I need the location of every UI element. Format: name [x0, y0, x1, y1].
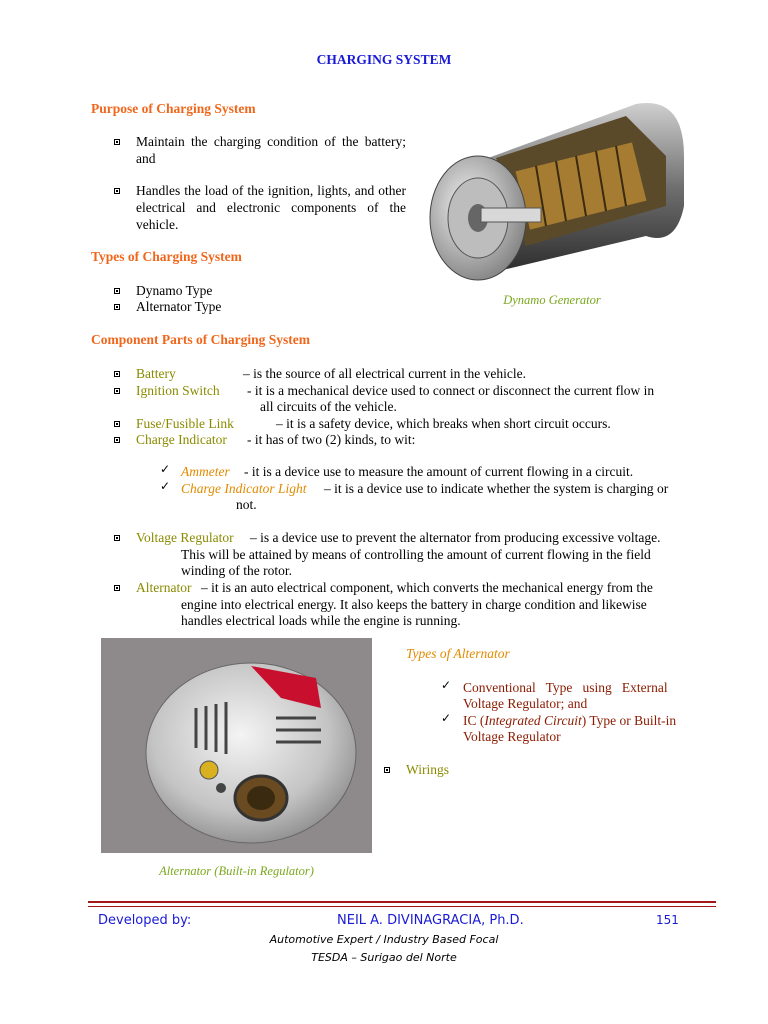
- check-icon: ✓: [160, 462, 171, 476]
- bullet-icon: [114, 388, 120, 394]
- bullet-icon: [114, 288, 120, 294]
- alt-type-2-line1: [463, 712, 676, 729]
- alternator-desc-1: – it is an auto electrical component, which converts the mechanical energy from the: [201, 580, 653, 595]
- ignition-desc-1: - it is a mechanical device used to connect or disconnect the current flow in: [247, 383, 655, 398]
- footer-rule-bottom: [88, 906, 716, 907]
- purpose-item-2: Handles the load of the ignition, lights, and other electrical and electronic components of the vehicle.: [136, 183, 406, 232]
- bullet-icon: [114, 139, 120, 145]
- alt-type-2-pre: IC (: [463, 713, 485, 728]
- charge-indicator-desc: - it has of two (2) kinds, to wit:: [247, 432, 416, 447]
- regulator-term: Voltage Regulator: [136, 530, 234, 545]
- bullet-icon: [114, 585, 120, 591]
- page-number: 151: [656, 913, 679, 927]
- charge-light-desc-2: not.: [236, 497, 257, 512]
- charge-light-desc-1: – it is a device use to indicate whether the system is charging or: [324, 481, 669, 496]
- bullet-icon: [114, 304, 120, 310]
- bullet-icon: [114, 421, 120, 427]
- page-title: CHARGING SYSTEM: [316, 52, 452, 67]
- bullet-icon: [384, 767, 390, 773]
- charge-light-term: Charge Indicator Light: [181, 481, 307, 496]
- fuse-term: Fuse/Fusible Link: [136, 416, 234, 431]
- ammeter-term: Ammeter: [181, 464, 230, 479]
- types-item-dynamo: Dynamo Type: [136, 283, 213, 298]
- bullet-icon: [114, 535, 120, 541]
- battery-term: Battery: [136, 366, 176, 381]
- bullet-icon: [114, 371, 120, 377]
- regulator-desc-1: – is a device use to prevent the alternator from producing excessive voltage.: [250, 530, 661, 545]
- dynamo-caption: Dynamo Generator: [503, 293, 601, 307]
- alt-type-2-italic: Integrated Circuit: [484, 713, 582, 728]
- footer-author: NEIL A. DIVINAGRACIA, Ph.D.: [337, 913, 524, 928]
- alt-type-1-line1: Conventional Type using External: [463, 680, 668, 695]
- alternator-desc-2: engine into electrical energy. It also keeps the battery in charge condition and likewise: [181, 597, 647, 612]
- footer-line-2: TESDA – Surigao del Norte: [311, 951, 457, 964]
- alternator-caption: Alternator (Built-in Regulator): [159, 864, 314, 878]
- types-heading: Types of Charging System: [91, 249, 242, 264]
- types-item-alternator: Alternator Type: [136, 299, 222, 314]
- purpose-item-1: Maintain the charging condition of the battery; and: [136, 134, 406, 166]
- regulator-desc-3: winding of the rotor.: [181, 563, 292, 578]
- footer-line-1: Automotive Expert / Industry Based Focal: [269, 933, 499, 946]
- alt-type-1-line2: Voltage Regulator; and: [463, 696, 588, 711]
- alt-types-heading: Types of Alternator: [406, 646, 510, 661]
- alternator-image: [101, 638, 372, 853]
- alt-type-2-line2: Voltage Regulator: [463, 729, 561, 744]
- dynamo-generator-image: [426, 96, 688, 284]
- alt-type-2-post: ) Type or Built-in: [581, 713, 677, 728]
- check-icon: ✓: [441, 678, 452, 692]
- alternator-term: Alternator: [136, 580, 192, 595]
- footer-rule-top: [88, 901, 716, 903]
- regulator-desc-2: This will be attained by means of controlling the amount of current flowing in the field: [181, 547, 651, 562]
- bullet-icon: [114, 437, 120, 443]
- alternator-desc-3: handles electrical loads while the engine is running.: [181, 613, 461, 628]
- footer-developed-by: Developed by:: [98, 913, 192, 928]
- fuse-desc: – it is a safety device, which breaks when short circuit occurs.: [276, 416, 611, 431]
- battery-desc: – is the source of all electrical current in the vehicle.: [243, 366, 526, 381]
- ammeter-desc: - it is a device use to measure the amount of current flowing in a circuit.: [244, 464, 634, 479]
- wirings-term: Wirings: [406, 762, 449, 777]
- ignition-term: Ignition Switch: [136, 383, 220, 398]
- check-icon: ✓: [441, 711, 452, 725]
- ignition-desc-2: all circuits of the vehicle.: [260, 399, 397, 414]
- components-heading: Component Parts of Charging System: [91, 332, 310, 347]
- charge-indicator-term: Charge Indicator: [136, 432, 227, 447]
- check-icon: ✓: [160, 479, 171, 493]
- purpose-heading: Purpose of Charging System: [91, 101, 256, 116]
- bullet-icon: [114, 188, 120, 194]
